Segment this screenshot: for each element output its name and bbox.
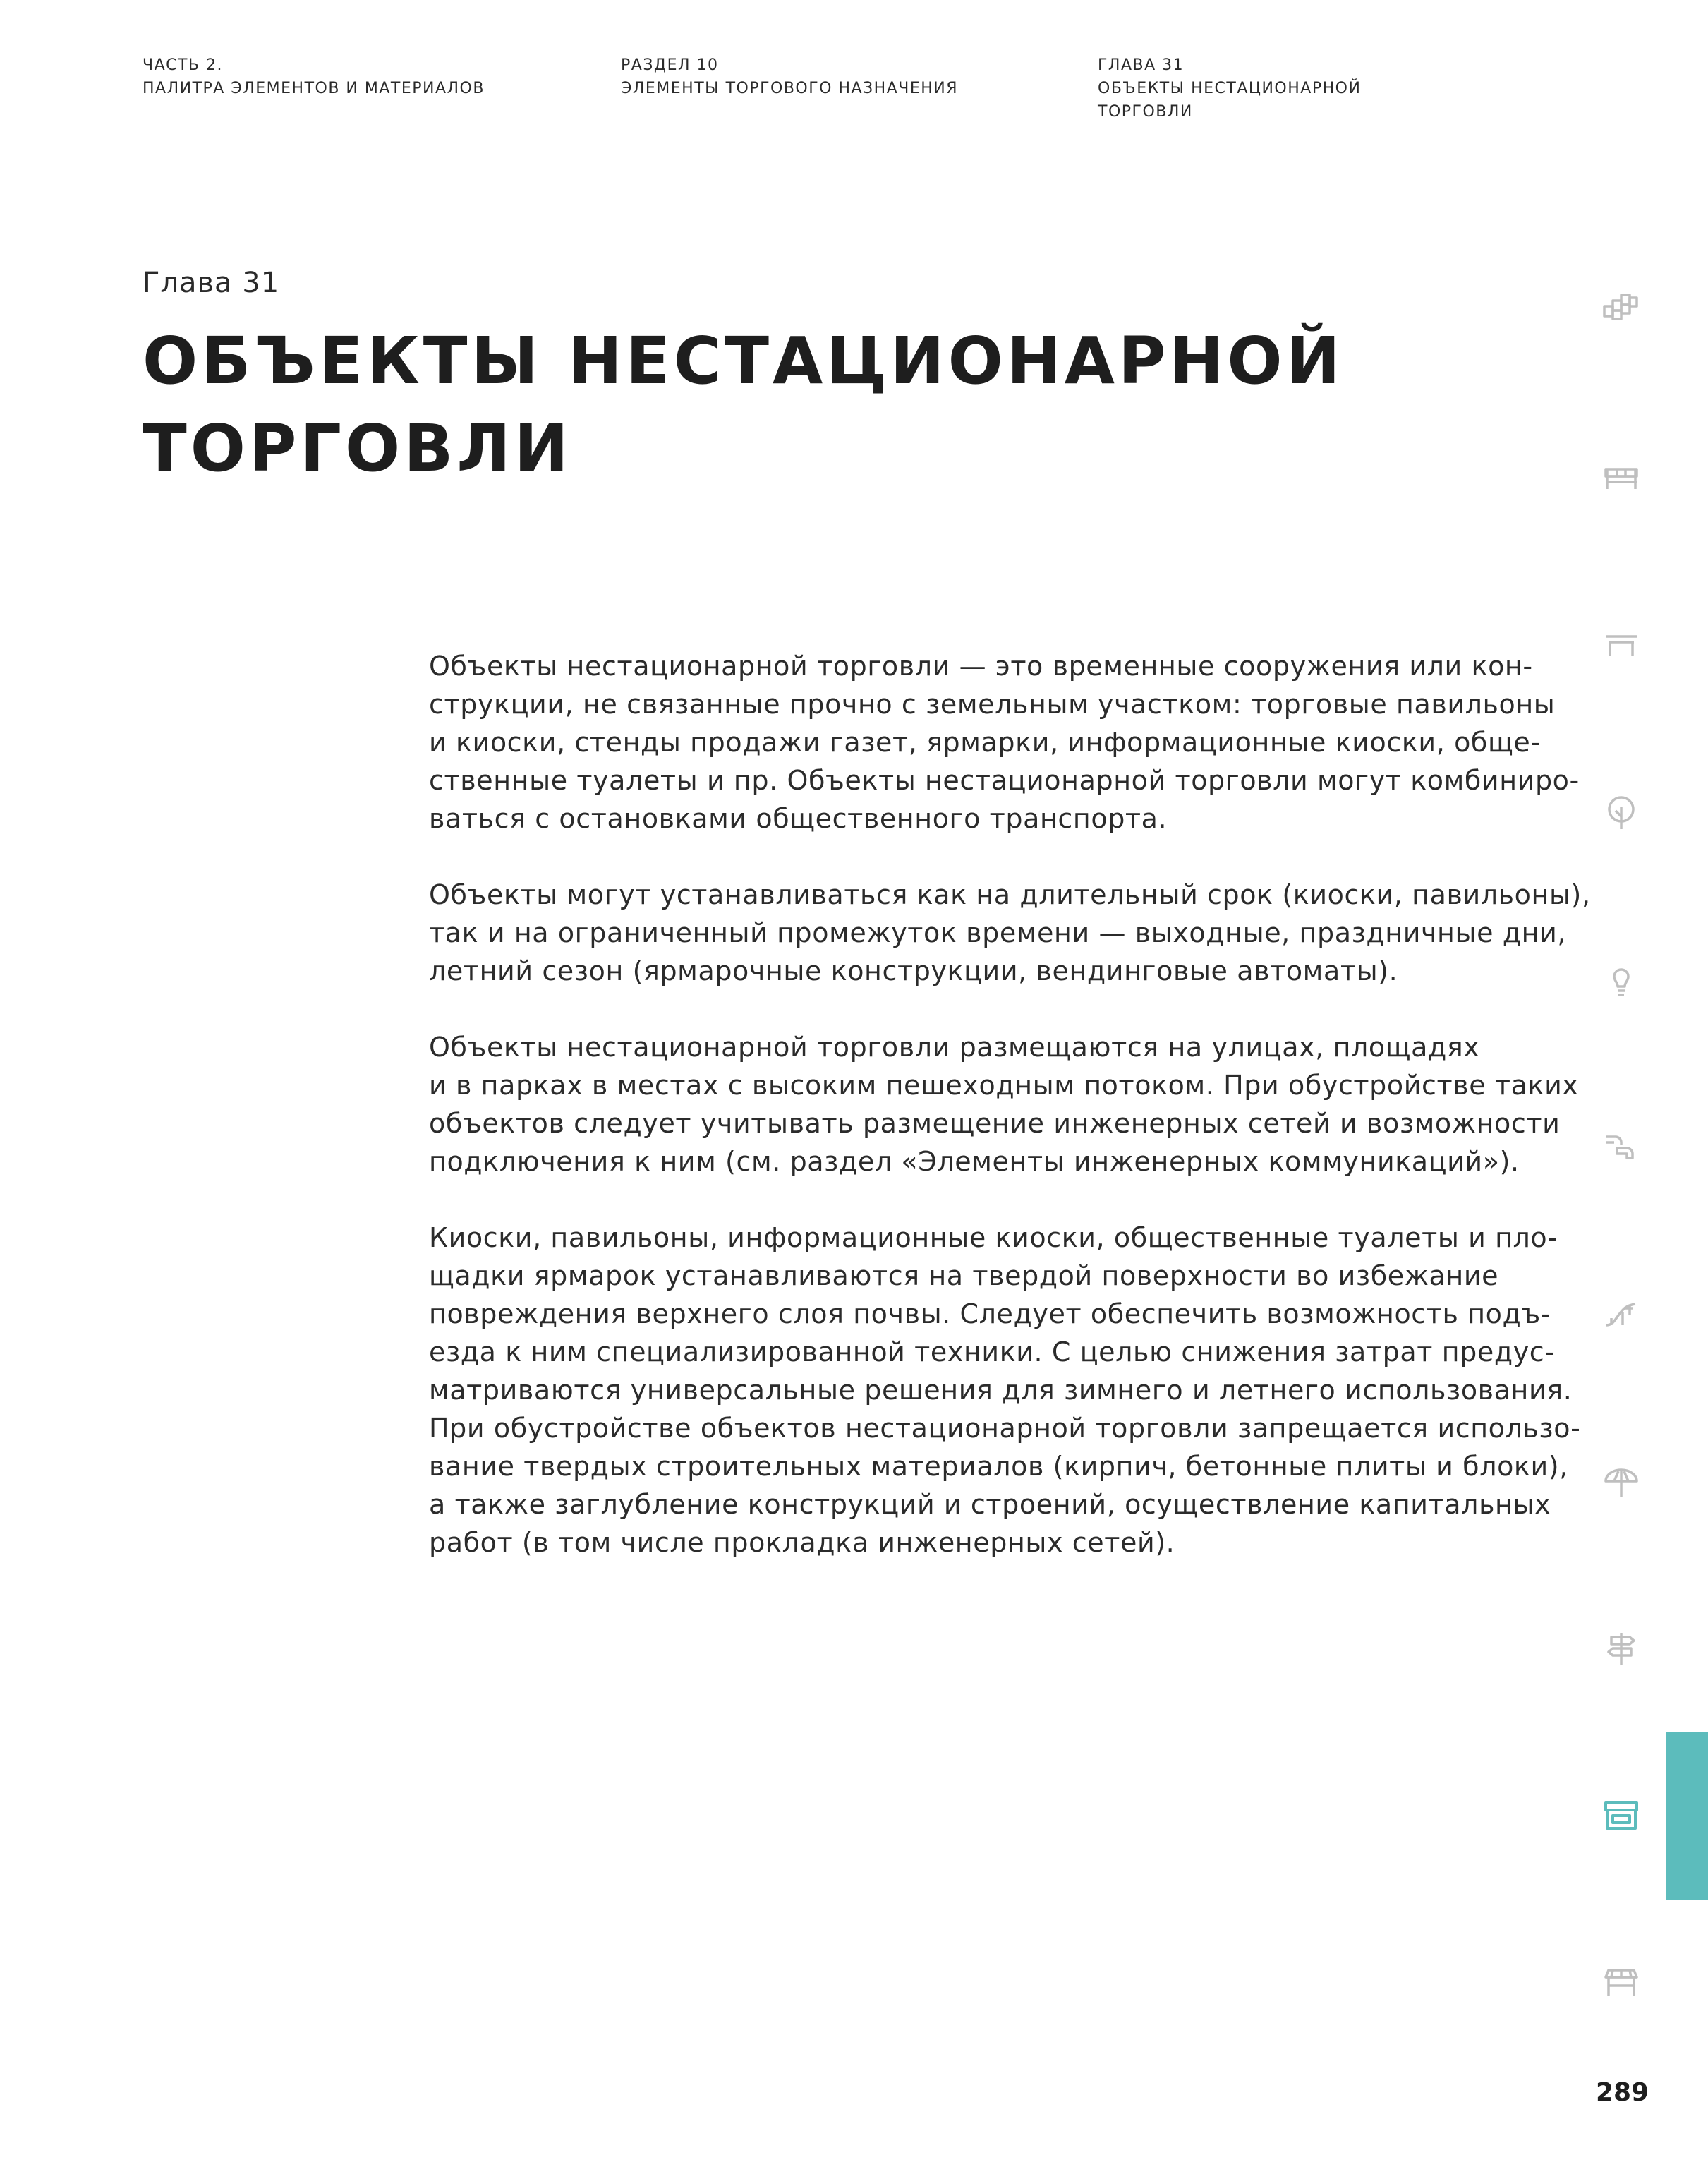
header-part-line2: ПАЛИТРА ЭЛЕМЕНТОВ И МАТЕРИАЛОВ bbox=[143, 80, 485, 97]
chapter-title bbox=[143, 318, 1344, 493]
text-line: Объекты нестационарной торговли — это временные сооружения или кон- bbox=[429, 651, 1533, 682]
tree-icon[interactable] bbox=[1593, 784, 1649, 840]
header-chapter-line3: ТОРГОВЛИ bbox=[1098, 103, 1193, 121]
text-line: ваться с остановками общественного транспорта. bbox=[429, 803, 1168, 834]
text-line: Киоски, павильоны, информационные киоски, общественные туалеты и пло- bbox=[429, 1222, 1558, 1253]
text-line: ственные туалеты и пр. Объекты нестационарной торговли могут комбиниро- bbox=[429, 765, 1580, 796]
text-line: вание твердых строительных материалов (кирпич, бетонные плиты и блоки), bbox=[429, 1451, 1568, 1482]
chapter-title-line1: ОБЪЕКТЫ НЕСТАЦИОНАРНОЙ bbox=[143, 323, 1344, 399]
text-line: повреждения верхнего слоя почвы. Следует обеспечить возможность подъ- bbox=[429, 1298, 1551, 1329]
header-chapter bbox=[1098, 54, 1361, 123]
header-section bbox=[621, 54, 958, 100]
header-section-line1: РАЗДЕЛ 10 bbox=[621, 56, 719, 74]
table-icon[interactable] bbox=[1593, 617, 1649, 673]
playground-slide-icon[interactable] bbox=[1593, 1286, 1649, 1342]
chapter-title-line2: ТОРГОВЛИ bbox=[143, 411, 572, 486]
text-line: подключения к ним (см. раздел «Элементы инженерных коммуникаций»). bbox=[429, 1146, 1520, 1177]
text-line: объектов следует учитывать размещение инженерных сетей и возможности bbox=[429, 1108, 1561, 1139]
text-line: летний сезон (ярмарочные конструкции, вендинговые автоматы). bbox=[429, 955, 1398, 986]
header-part-line1: ЧАСТЬ 2. bbox=[143, 56, 224, 74]
pipes-icon[interactable] bbox=[1593, 1118, 1649, 1175]
paving-tiles-icon[interactable] bbox=[1593, 282, 1649, 339]
header-section-line2: ЭЛЕМЕНТЫ ТОРГОВОГО НАЗНАЧЕНИЯ bbox=[621, 80, 959, 97]
text-line: езда к ним специализированной техники. С целью снижения затрат предус- bbox=[429, 1336, 1555, 1368]
paragraph bbox=[429, 876, 1591, 990]
text-line: струкции, не связанные прочно с земельным участком: торговые павильоны bbox=[429, 689, 1556, 720]
text-line: так и на ограниченный промежуток времени — выходные, праздничные дни, bbox=[429, 917, 1567, 948]
bench-icon[interactable] bbox=[1593, 449, 1649, 506]
kiosk-icon[interactable] bbox=[1593, 1787, 1649, 1844]
page-number: 289 bbox=[1596, 2078, 1649, 2107]
text-line: и киоски, стенды продажи газет, ярмарки, информационные киоски, обще- bbox=[429, 727, 1541, 758]
active-section-tab[interactable] bbox=[1666, 1732, 1708, 1900]
paragraph bbox=[429, 1028, 1579, 1181]
text-line: матриваются универсальные решения для зимнего и летнего использования. bbox=[429, 1375, 1573, 1406]
lightbulb-icon[interactable] bbox=[1593, 951, 1649, 1008]
signpost-icon[interactable] bbox=[1593, 1620, 1649, 1677]
header-part bbox=[143, 54, 485, 100]
paragraph bbox=[429, 1219, 1581, 1562]
header-chapter-line2: ОБЪЕКТЫ НЕСТАЦИОНАРНОЙ bbox=[1098, 80, 1362, 97]
paragraph bbox=[429, 647, 1580, 838]
text-line: Объекты могут устанавливаться как на длительный срок (киоски, павильоны), bbox=[429, 879, 1591, 910]
text-line: При обустройстве объектов нестационарной торговли запрещается использо- bbox=[429, 1413, 1581, 1444]
umbrella-icon[interactable] bbox=[1593, 1453, 1649, 1509]
text-line: щадки ярмарок устанавливаются на твердой поверхности во избежание bbox=[429, 1260, 1499, 1291]
text-line: и в парках в местах с высоким пешеходным потоком. При обустройстве таких bbox=[429, 1070, 1579, 1101]
text-line: Объекты нестационарной торговли размещаются на улицах, площадях bbox=[429, 1032, 1480, 1063]
market-stall-icon[interactable] bbox=[1593, 1955, 1649, 2011]
header-chapter-line1: ГЛАВА 31 bbox=[1098, 56, 1185, 74]
body-text bbox=[429, 647, 1591, 1600]
text-line: а также заглубление конструкций и строений, осуществление капитальных bbox=[429, 1489, 1551, 1520]
chapter-label: Глава 31 bbox=[143, 267, 280, 299]
text-line: работ (в том числе прокладка инженерных сетей). bbox=[429, 1527, 1175, 1558]
